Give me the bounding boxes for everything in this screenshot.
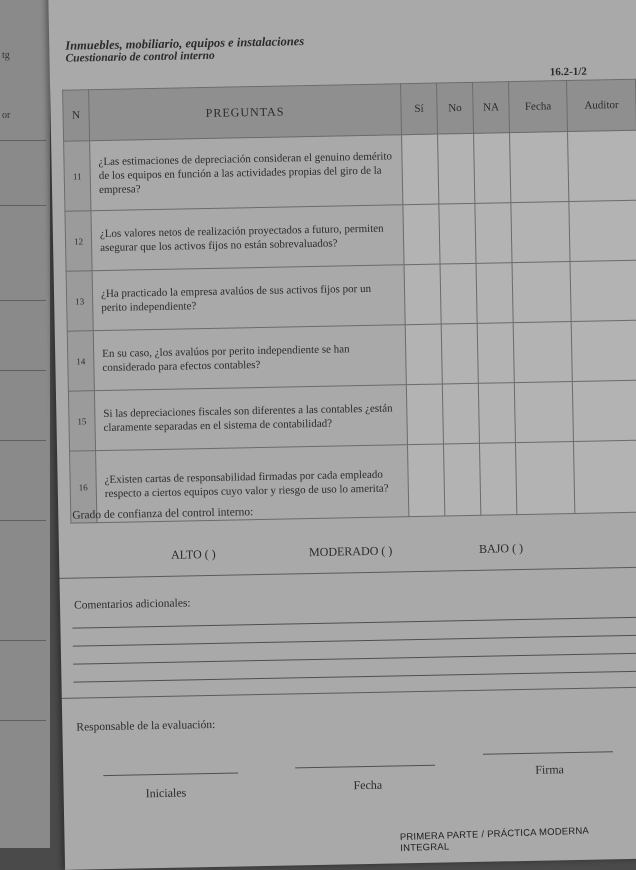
answer-cell-fecha[interactable] [512, 262, 571, 323]
firma-signature-line[interactable] [483, 751, 613, 754]
table-row [66, 260, 636, 331]
page-footer: PRIMERA PARTE / PRÁCTICA MODERNA INTEGRAL [399, 825, 589, 855]
answer-cell-auditor[interactable] [568, 130, 636, 201]
answer-cell-fecha[interactable] [515, 441, 574, 514]
comment-line[interactable] [73, 671, 636, 683]
answer-cell-no[interactable] [443, 443, 480, 516]
confidence-option-bajo[interactable]: BAJO ( ) [478, 540, 524, 556]
column-header-auditor: Auditor [567, 79, 636, 131]
answer-cell-fecha[interactable] [514, 382, 573, 443]
table-row [64, 130, 636, 211]
left-page-rule [0, 370, 46, 371]
left-page-rule [0, 300, 46, 301]
answer-cell-si[interactable] [403, 204, 440, 265]
answer-cell-si[interactable] [404, 264, 441, 325]
column-header-si: Sí [401, 83, 438, 135]
table-row [65, 200, 636, 271]
answer-cell-no[interactable] [439, 203, 476, 264]
fecha-signature-line[interactable] [295, 765, 435, 769]
document-header [65, 35, 304, 66]
iniciales-caption: Iniciales [145, 785, 187, 801]
answer-cell-auditor[interactable] [573, 440, 636, 513]
left-page-text-fragment: tg [2, 50, 10, 61]
document-page [48, 0, 636, 870]
question-number: 11 [64, 141, 91, 211]
questionnaire-table [62, 79, 636, 524]
answer-cell-na[interactable] [474, 133, 511, 204]
table-row [67, 320, 636, 391]
answer-cell-si[interactable] [405, 324, 442, 385]
answer-cell-no[interactable] [440, 263, 477, 324]
question-text: ¿Las estimaciones de depreciación consideran el genuino demérito de los equipos en función a las actividades propias del giro de la empresa? [90, 135, 403, 211]
answer-cell-na[interactable] [476, 263, 513, 324]
firma-caption: Firma [535, 762, 565, 777]
column-header-questions: PREGUNTAS [89, 84, 402, 141]
left-page-rule [0, 720, 46, 721]
question-number: 12 [65, 211, 92, 271]
question-text: ¿Los valores netos de realización proyectados a futuro, permiten asegurar que los activos fijos no están sobrevaluados? [91, 205, 404, 271]
comment-line[interactable] [73, 653, 636, 665]
answer-cell-na[interactable] [475, 203, 512, 264]
left-page-rule [0, 520, 46, 521]
question-number: 14 [67, 331, 94, 391]
answer-cell-fecha[interactable] [510, 132, 569, 203]
left-page-rule [0, 440, 46, 441]
question-text: Si las depreciaciones fiscales son diferentes a las contables ¿están claramente separadas en el sistema de contabilidad? [94, 385, 407, 451]
answer-cell-si[interactable] [407, 444, 444, 517]
comments-label: Comentarios adicionales: [73, 597, 191, 612]
fecha-caption: Fecha [353, 777, 383, 793]
answer-cell-na[interactable] [478, 383, 515, 444]
answer-cell-no[interactable] [441, 323, 478, 384]
answer-cell-si[interactable] [402, 134, 439, 205]
section-title: Inmuebles, mobiliario, equipos e instalaciones [65, 34, 305, 53]
left-page-rule [0, 140, 46, 141]
column-header-na: NA [473, 82, 510, 134]
column-header-fecha: Fecha [509, 81, 568, 133]
responsible-label: Responsable de la evaluación: [76, 718, 216, 734]
answer-cell-auditor[interactable] [569, 200, 636, 261]
section-divider [62, 686, 636, 699]
confidence-label: Grado de confianza del control interno: [72, 506, 254, 522]
question-text: ¿Ha practicado la empresa avalúos de sus activos fijos por un perito independiente? [92, 265, 405, 331]
answer-cell-na[interactable] [477, 323, 514, 384]
question-number: 16 [70, 451, 97, 523]
question-text: En su caso, ¿los avalúos por perito independiente se han considerado para efectos contables? [93, 325, 406, 391]
section-subtitle: Cuestionario de control interno [65, 49, 215, 65]
iniciales-signature-line[interactable] [103, 772, 238, 776]
confidence-option-alto[interactable]: ALTO ( ) [170, 546, 216, 562]
table-row [68, 380, 636, 451]
left-page-text-fragment: or [2, 110, 11, 121]
question-text: ¿Existen cartas de responsabilidad firmadas por cada empleado respecto a ciertos equipos cuyo valor y riesgo de uso lo amerita? [96, 445, 409, 523]
comment-line[interactable] [73, 635, 636, 647]
answer-cell-auditor[interactable] [570, 260, 636, 321]
left-page-rule [0, 205, 46, 206]
answer-cell-na[interactable] [479, 443, 516, 516]
question-number: 15 [68, 391, 95, 451]
section-divider [59, 566, 636, 579]
answer-cell-no[interactable] [442, 383, 479, 444]
answer-cell-fecha[interactable] [513, 322, 572, 383]
comment-line[interactable] [72, 617, 636, 629]
column-header-no: No [437, 82, 474, 134]
answer-cell-auditor[interactable] [571, 320, 636, 381]
left-page-edge [0, 0, 50, 848]
answer-cell-si[interactable] [406, 384, 443, 445]
left-page-rule [0, 640, 46, 641]
answer-cell-no[interactable] [438, 133, 475, 204]
answer-cell-auditor[interactable] [572, 380, 636, 441]
answer-cell-fecha[interactable] [511, 202, 570, 263]
confidence-option-moderado[interactable]: MODERADO ( ) [308, 543, 393, 560]
question-number: 13 [66, 271, 93, 331]
column-header-number: N [63, 90, 90, 141]
form-code: 16.2-1/2 [549, 65, 587, 79]
